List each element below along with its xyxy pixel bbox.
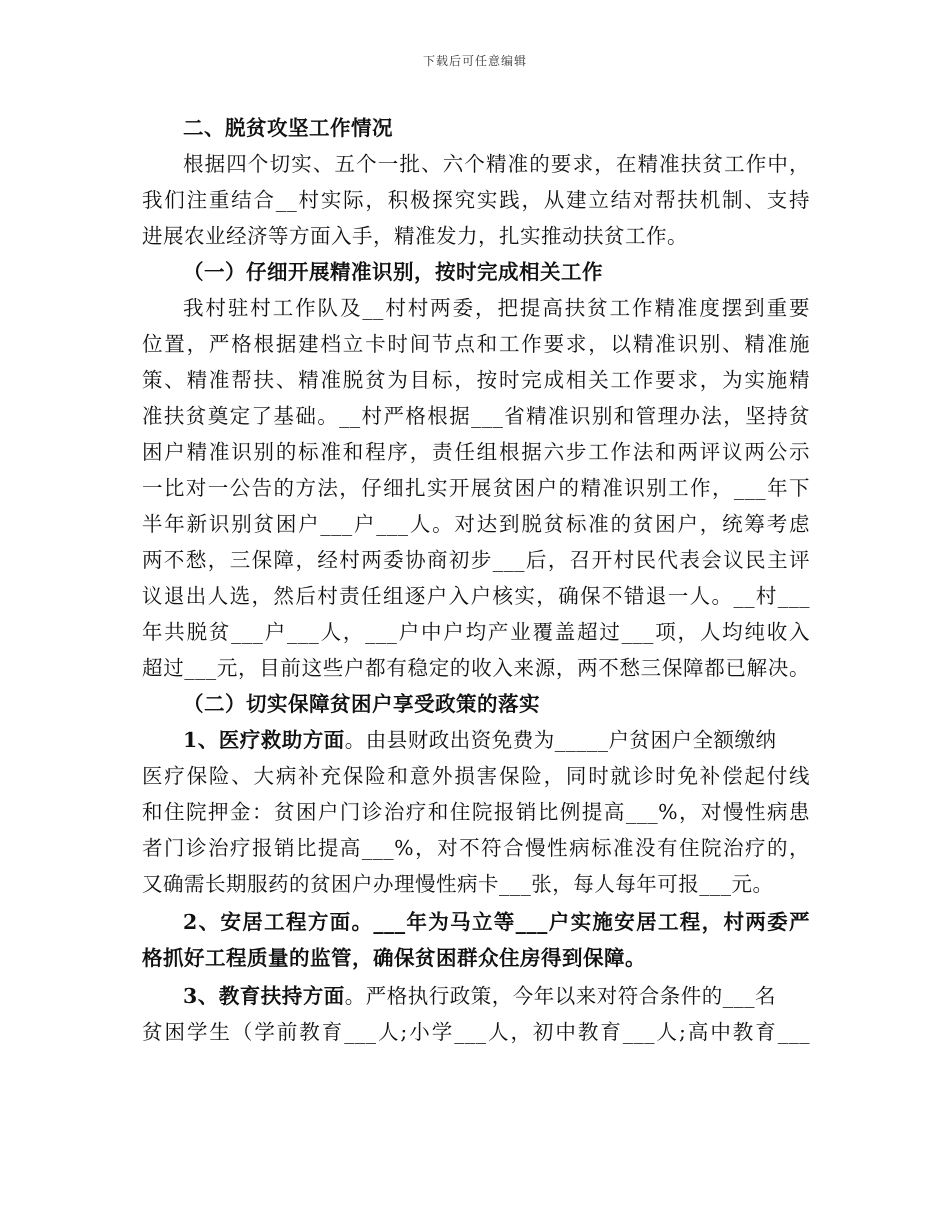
item3-line-2: 贫困学生（学前教育___人;小学___人，初中教育___人;高中教育___: [142, 1020, 810, 1044]
intro-line-1: 根据四个切实、五个一批、六个精准的要求，在精准扶贫工作中，: [183, 152, 810, 176]
item2-line-2: 格抓好工程质量的监管，确保贫困群众住房得到保障。: [142, 946, 646, 970]
section-heading: 二、脱贫攻坚工作情况: [183, 116, 393, 140]
item1-line-1: [142, 722, 810, 758]
subsection-1-title: （一）仔细开展精准识别，按时完成相关工作: [183, 260, 603, 284]
item1-label: 1、医疗救助方面: [183, 728, 345, 752]
intro-line-3: 进展农业经济等方面入手，精准发力，扎实推动扶贫工作。: [142, 224, 688, 248]
intro-line-2: 我们注重结合__村实际，积极探究实践，从建立结对帮扶机制、支持: [142, 188, 810, 212]
sub1-line-10: 年共脱贫___户___人，___户中户均产业覆盖超过___项，人均纯收入: [142, 620, 810, 644]
item3-line-1: [142, 978, 810, 1014]
sub1-line-11: 超过___元，目前这些户都有稳定的收入来源，两不愁三保障都已解决。: [142, 656, 810, 680]
sub1-line-3: 策、精准帮扶、精准脱贫为目标，按时完成相关工作要求，为实施精: [142, 368, 810, 392]
document-body: [142, 110, 810, 1050]
sub1-line-4: 准扶贫奠定了基础。__村严格根据___省精准识别和管理办法，坚持贫: [142, 404, 810, 428]
item1-line-4: 者门诊治疗报销比提高___%，对不符合慢性病标准没有住院治疗的，: [142, 836, 810, 860]
item1-line-3: 和住院押金：贫困户门诊治疗和住院报销比例提高___%，对慢性病患: [142, 800, 810, 824]
sub1-line-9: 议退出人选，然后村责任组逐户入户核实，确保不错退一人。__村___: [142, 584, 810, 608]
sub1-line-5: 困户精准识别的标准和程序，责任组根据六步工作法和两评议两公示: [142, 440, 810, 464]
page-header-note: 下载后可任意编辑: [422, 54, 527, 68]
item1-line-5: 又确需长期服药的贫困户办理慢性病卡___张，每人每年可报___元。: [142, 872, 774, 896]
sub1-line-2: 位置，严格根据建档立卡时间节点和工作要求，以精准识别、精准施: [142, 332, 810, 356]
sub1-line-7: 半年新识别贫困户___户___人。对达到脱贫标准的贫困户，统筹考虑: [142, 512, 810, 536]
item1-text: 。由县财政出资免费为_____户贫困户全额缴纳: [344, 728, 777, 752]
sub1-line-1: 我村驻村工作队及__村村两委，把提高扶贫工作精准度摆到重要: [183, 296, 810, 320]
item1-line-2: 医疗保险、大病补充保险和意外损害保险，同时就诊时免补偿起付线: [142, 764, 810, 788]
sub1-line-6: 一比对一公告的方法，仔细扎实开展贫困户的精准识别工作，___年下: [142, 476, 810, 500]
item2-line-1: 2、安居工程方面。___年为马立等___户实施安居工程，村两委严: [183, 910, 810, 934]
item3-text: 。严格执行政策，今年以来对符合条件的___名: [344, 984, 777, 1008]
sub1-line-8: 两不愁，三保障，经村两委协商初步___后，召开村民代表会议民主评: [142, 548, 810, 572]
subsection-2-title: （二）切实保障贫困户享受政策的落实: [183, 692, 540, 716]
item3-label: 3、教育扶持方面: [183, 984, 345, 1008]
